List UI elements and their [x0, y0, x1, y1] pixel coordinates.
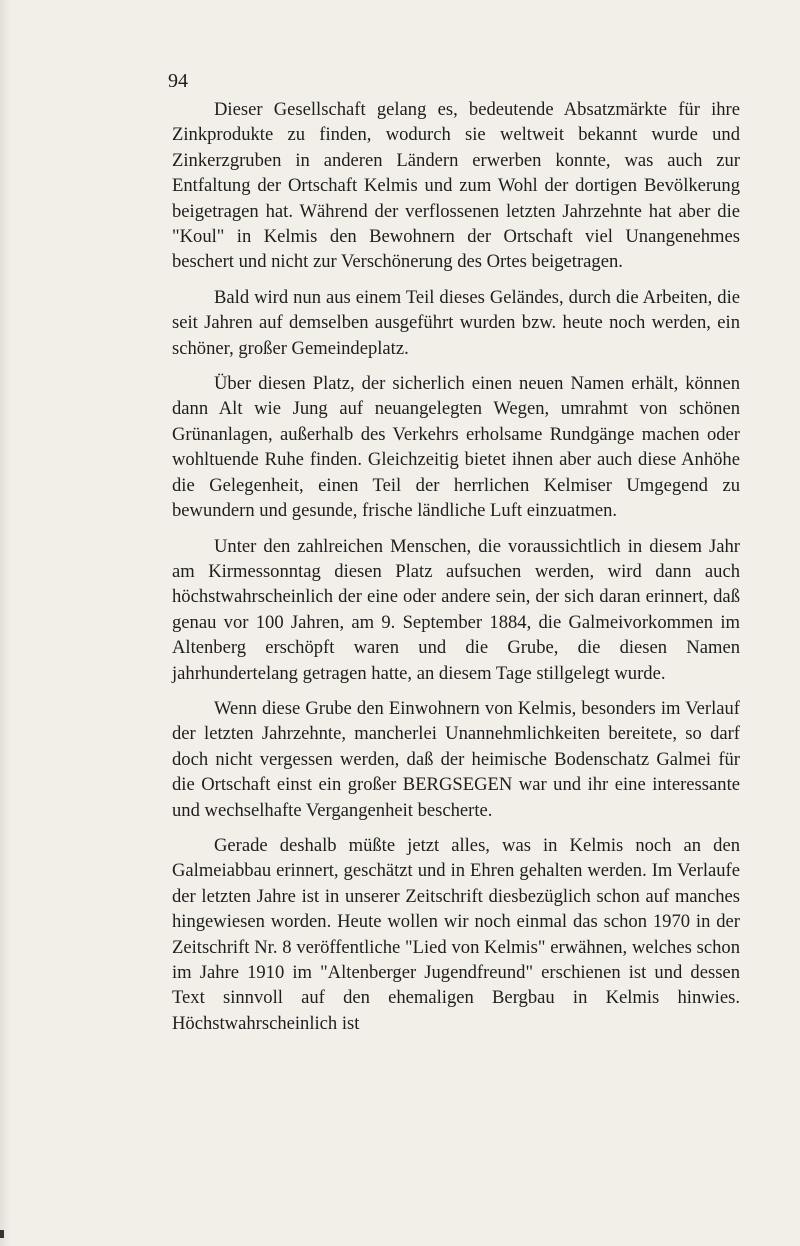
page-number: 94	[168, 70, 188, 92]
paragraph-3: Über diesen Platz, der sicherlich einen neuen Namen erhält, können dann Alt wie Jung auf neuangelegten Wegen, umrahmt von schönen Grünanlagen, außerhalb des Verkehrs erholsame Rundgänge machen oder wohltuende Ruhe finden. Gleichzeitig bietet ihnen aber auch diese Anhöhe die Gelegenheit, einen Teil der herrlichen Kelmiser Umgegend zu bewundern und gesunde, frische ländliche Luft einzuatmen.	[172, 373, 740, 522]
scan-edge-mark	[0, 1230, 4, 1238]
paragraph-1: Dieser Gesellschaft gelang es, bedeutende Absatzmärkte für ihre Zinkprodukte zu finden, wodurch sie weltweit bekannt wurde und Zinkerzgruben in anderen Ländern erwerben konnte, was auch zur Entfaltung der Ortschaft Kelmis und zum Wohl der dortigen Bevölkerung beigetragen hat. Während der verflossenen letzten Jahrzehnte hat aber die "Koul" in Kelmis den Bewohnern der Ortschaft viel Unangenehmes beschert und nicht zur Verschönerung des Ortes beigetragen.	[172, 99, 740, 273]
paragraph-2: Bald wird nun aus einem Teil dieses Geländes, durch die Arbeiten, die seit Jahren auf demselben ausgeführt wurden bzw. heute noch werden, ein schöner, großer Gemeindeplatz.	[172, 286, 740, 359]
page-left-edge-shadow	[0, 0, 10, 1246]
paragraph-5: Wenn diese Grube den Einwohnern von Kelmis, besonders im Verlauf der letzten Jahrzehnte, mancherlei Unannehmlichkeiten bereitete, so darf doch nicht vergessen werden, daß der heimische Bodenschatz Galmei für die Ortschaft einst ein großer BERGSEGEN war und ihr eine interessante und wechselhafte Vergangenheit bescherte.	[172, 697, 740, 821]
paragraph-6: Gerade deshalb müßte jetzt alles, was in Kelmis noch an den Galmeiabbau erinnert, geschätzt und in Ehren gehalten werden. Im Verlaufe der letzten Jahre ist in unserer Zeitschrift diesbezüglich schon auf manches hingewiesen worden. Heute wollen wir noch einmal das schon 1970 in der Zeitschrift Nr. 8 veröffentliche "Lied von Kelmis" erwähnen, welches schon im Jahre 1910 im "Altenberger Jugendfreund" erschienen ist und dessen Text sinnvoll auf den ehemaligen Bergbau in Kelmis hinwies. Höchstwahrscheinlich ist	[172, 834, 740, 1034]
paragraph-4: Unter den zahlreichen Menschen, die voraussichtlich in diesem Jahr am Kirmessonntag diesen Platz aufsuchen werden, wird dann auch höchstwahrscheinlich der eine oder andere sein, der sich daran erinnert, daß genau vor 100 Jahren, am 9. September 1884, die Galmeivorkommen im Altenberg erschöpft waren und die Grube, die diesen Namen jahrhundertelang getragen hatte, an diesem Tage stillgelegt wurde.	[172, 535, 740, 684]
body-text	[172, 97, 740, 1036]
